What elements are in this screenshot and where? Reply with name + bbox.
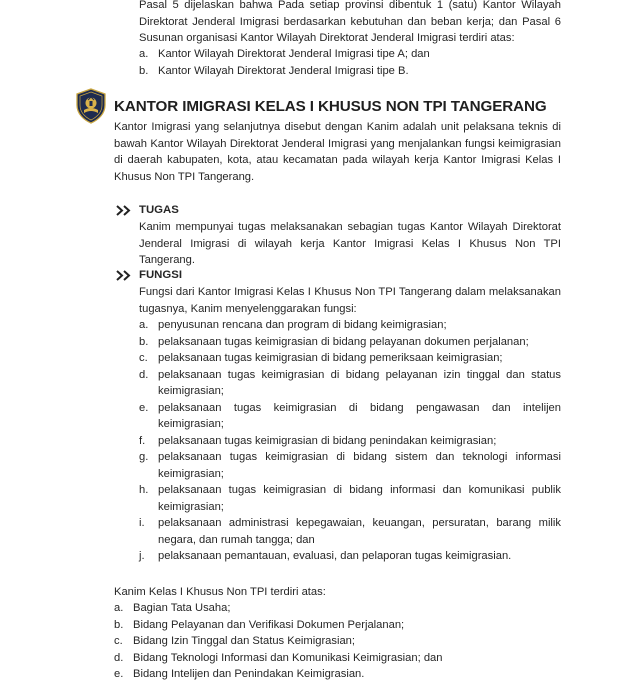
double-chevron-right-icon xyxy=(116,205,132,216)
susunan-list xyxy=(114,600,561,683)
list-marker: f. xyxy=(139,434,146,447)
list-marker: d. xyxy=(114,651,124,664)
list-marker: j. xyxy=(139,550,145,562)
list-item-text: Bidang Izin Tinggal dan Status Keimigrasian; xyxy=(133,635,356,647)
list-marker: b. xyxy=(139,64,149,77)
list-marker: b. xyxy=(114,618,124,631)
list-item-text: Bidang Intelijen dan Penindakan Keimigrasian. xyxy=(133,668,365,680)
list-marker: c. xyxy=(139,352,148,364)
list-item xyxy=(114,650,561,667)
tugas-text: Kanim mempunyai tugas melaksanakan sebagian tugas Kantor Wilayah Direktorat Jenderal Imigrasi di wilayah kerja Kantor Imigrasi Kelas I Khusus Non TPI Tangerang. xyxy=(139,221,561,266)
intro-list xyxy=(139,46,561,79)
list-item xyxy=(139,400,561,433)
list-item-text: penyusunan rencana dan program di bidang keimigrasian; xyxy=(158,319,447,331)
list-item xyxy=(114,617,561,634)
list-marker: b. xyxy=(139,335,149,348)
list-item-text: pelaksanaan pemantauan, evaluasi, dan pelaporan tugas keimigrasian. xyxy=(158,550,512,562)
list-marker: a. xyxy=(114,602,124,614)
list-item-text: Kantor Wilayah Direktorat Jenderal Imigrasi tipe A; dan xyxy=(158,48,430,60)
list-item-text: pelaksanaan tugas keimigrasian di bidang penindakan keimigrasian; xyxy=(158,434,497,447)
fungsi-heading: FUNGSI xyxy=(139,269,183,281)
fungsi-intro: Fungsi dari Kantor Imigrasi Kelas I Khusus Non TPI Tangerang dalam melaksanakan tugasnya, Kanim menyelenggarakan fungsi: xyxy=(139,286,561,315)
list-item xyxy=(139,334,561,351)
susunan-intro: Kanim Kelas I Khusus Non TPI terdiri atas: xyxy=(114,586,326,598)
list-item xyxy=(139,482,561,515)
list-item xyxy=(139,548,561,565)
list-item xyxy=(114,633,561,650)
list-item xyxy=(114,600,561,617)
fungsi-list xyxy=(139,317,561,565)
list-item-text: pelaksanaan tugas keimigrasian di bidang pemeriksaan keimigrasian; xyxy=(158,352,503,364)
list-item xyxy=(139,367,561,400)
section-title: KANTOR IMIGRASI KELAS I KHUSUS NON TPI TANGERANG xyxy=(114,98,547,115)
list-item xyxy=(139,317,561,334)
list-marker: g. xyxy=(139,451,149,463)
list-item-text: pelaksanaan tugas keimigrasian di bidang pelayanan izin tinggal dan status keimigrasian; xyxy=(158,368,561,397)
list-marker: a. xyxy=(139,319,149,331)
list-marker: d. xyxy=(139,368,149,381)
list-item-text: Bidang Pelayanan dan Verifikasi Dokumen Perjalanan; xyxy=(133,618,405,631)
list-marker: h. xyxy=(139,484,149,496)
list-item-text: Bagian Tata Usaha; xyxy=(133,602,231,614)
double-chevron-right-icon xyxy=(116,270,132,281)
list-item-text: pelaksanaan tugas keimigrasian di bidang pelayanan dokumen perjalanan; xyxy=(158,335,529,348)
list-marker: e. xyxy=(139,401,149,414)
list-item xyxy=(139,46,561,63)
list-item-text: pelaksanaan administrasi kepegawaian, keuangan, persuratan, barang milik negara, dan rumah tangga; dan xyxy=(158,517,561,546)
list-item-text: pelaksanaan tugas keimigrasian di bidang pengawasan dan intelijen keimigrasian; xyxy=(158,401,561,430)
list-item-text: pelaksanaan tugas keimigrasian di bidang informasi dan komunikasi publik keimigrasian; xyxy=(158,484,561,513)
list-item xyxy=(139,515,561,548)
tugas-heading: TUGAS xyxy=(139,204,179,216)
list-marker: e. xyxy=(114,668,124,680)
list-item xyxy=(139,350,561,367)
list-item xyxy=(114,666,561,683)
list-item-text: Bidang Teknologi Informasi dan Komunikasi Keimigrasian; dan xyxy=(133,651,443,664)
list-item xyxy=(139,449,561,482)
immigration-emblem-icon xyxy=(75,88,107,124)
list-marker: c. xyxy=(114,635,123,647)
list-item xyxy=(139,63,561,80)
intro-paragraph: Pasal 5 dijelaskan bahwa Pada setiap provinsi dibentuk 1 (satu) Kantor Wilayah Direktorat Jenderal Imigrasi berdasarkan kebutuhan dan beban kerja; dan Pasal 6 Susunan organisasi Kantor Wilayah Direktorat Jenderal Imigrasi terdiri atas: xyxy=(139,0,561,44)
list-item xyxy=(139,433,561,450)
list-item-text: Kantor Wilayah Direktorat Jenderal Imigrasi tipe B. xyxy=(158,64,409,77)
list-marker: a. xyxy=(139,48,149,60)
section-description: Kantor Imigrasi yang selanjutnya disebut dengan Kanim adalah unit pelaksana teknis di bawah Kantor Wilayah Direktorat Jenderal Imigrasi yang menjalankan fungsi keimigrasian di daerah kabupaten, kota, atau kecamatan pada wilayah kerja Kantor Imigrasi Kelas I Khusus Non TPI Tangerang. xyxy=(114,121,561,183)
list-marker: i. xyxy=(139,517,145,529)
list-item-text: pelaksanaan tugas keimigrasian di bidang sistem dan teknologi informasi keimigrasian; xyxy=(158,451,561,480)
